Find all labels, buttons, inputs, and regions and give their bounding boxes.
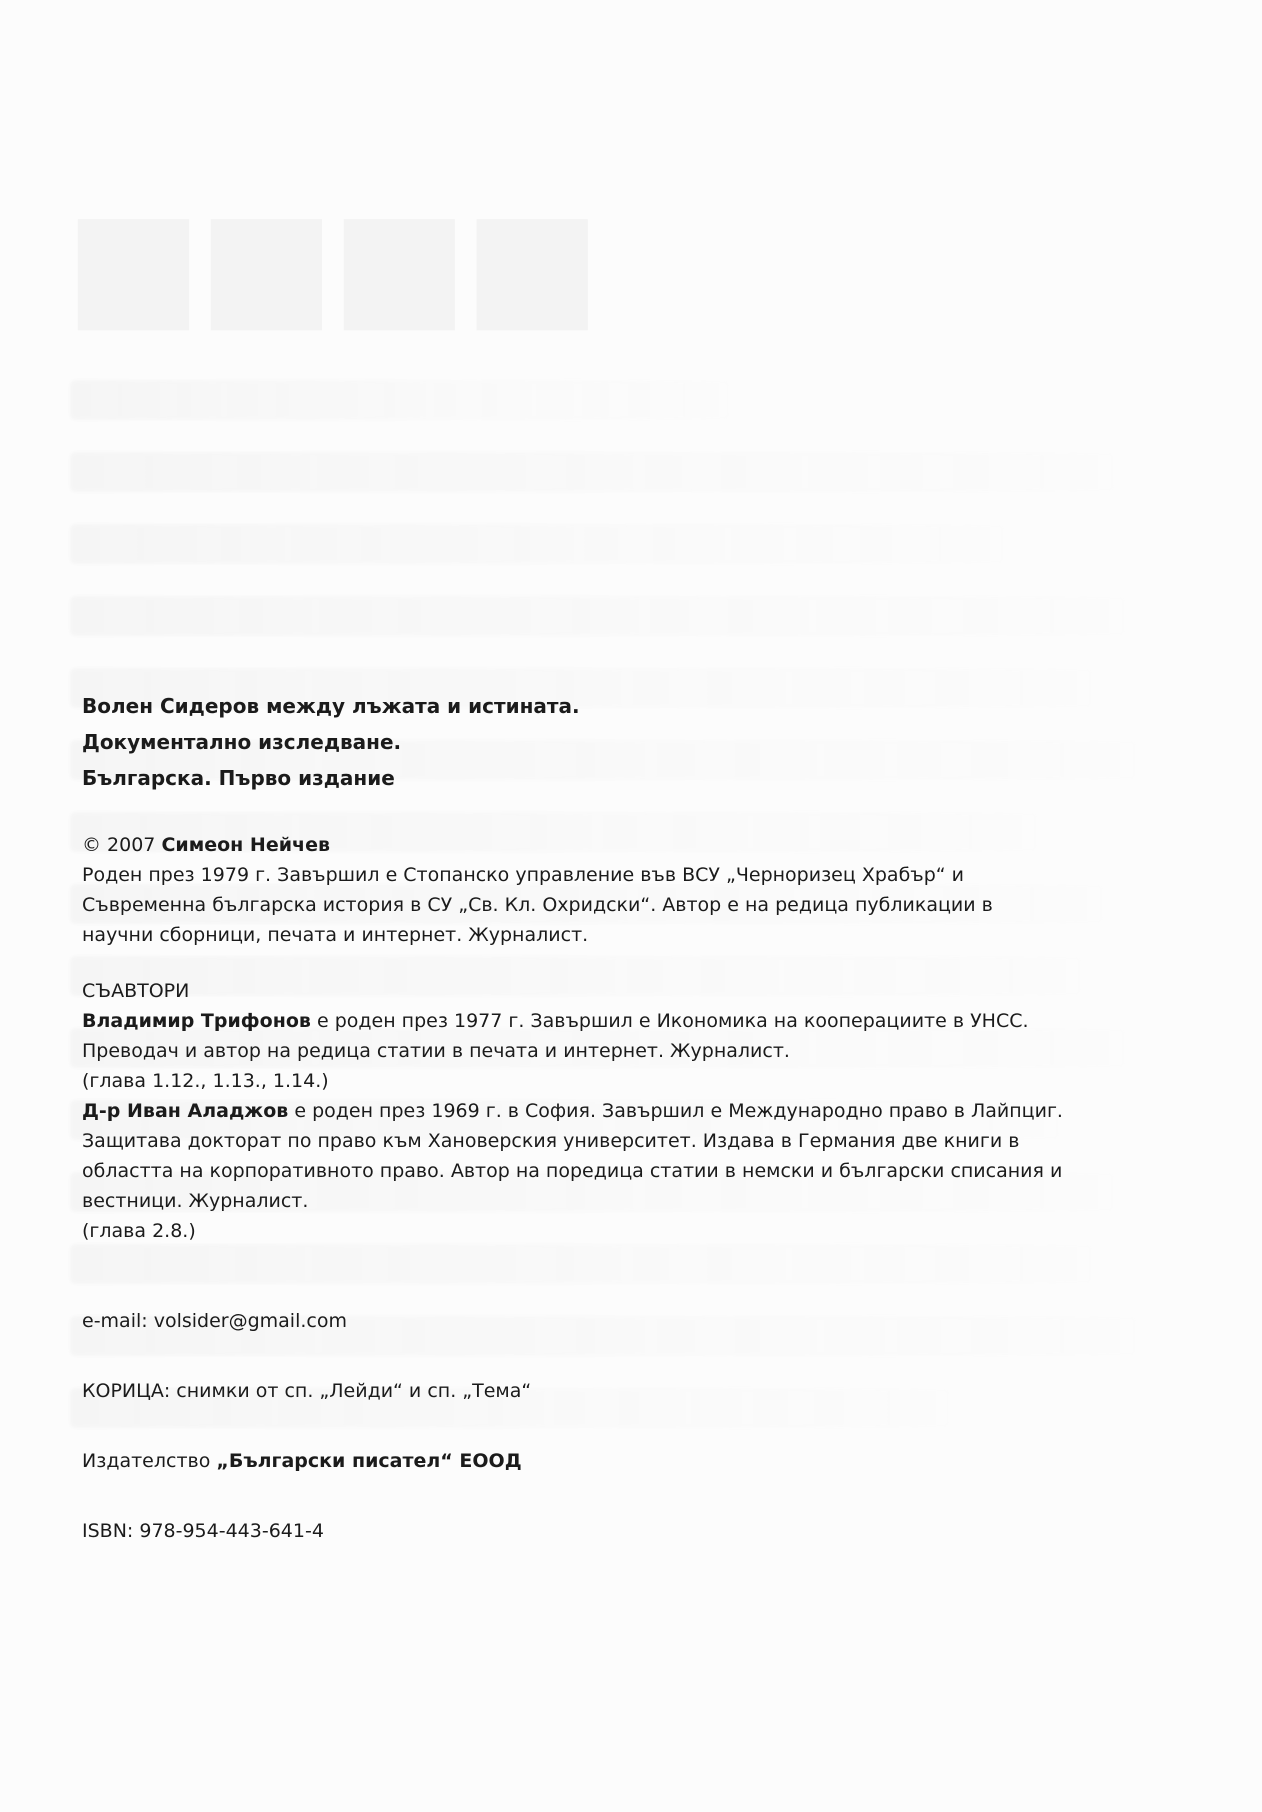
copyright-line — [82, 830, 1182, 860]
coauthor-1-bio-start: е роден през 1977 г. Завършил е Икономика на кооперациите в УНСС. — [310, 1010, 1029, 1032]
email-line: e-mail: volsider@gmail.com — [82, 1310, 347, 1332]
author-name: Симеон Нейчев — [161, 834, 330, 856]
coauthor-1-chapters: (глава 1.12., 1.13., 1.14.) — [82, 1070, 329, 1092]
publisher-prefix: Издателство — [82, 1450, 217, 1472]
book-title-line3: Българска. Първо издание — [82, 766, 395, 790]
author-bio-line1: Роден през 1979 г. Завършил е Стопанско управление във ВСУ „Черноризец Храбър“ и — [82, 864, 964, 886]
coauthor-2-bio-start: е роден през 1969 г. в София. Завършил е Международно право в Лайпциг. — [288, 1100, 1063, 1122]
cover-credits: КОРИЦА: снимки от сп. „Лейди“ и сп. „Тема“ — [82, 1380, 532, 1402]
coauthor-2-line1 — [82, 1096, 1182, 1126]
coauthor-2-chapters: (глава 2.8.) — [82, 1220, 196, 1242]
author-bio-line3: научни сборници, печата и интернет. Журналист. — [82, 924, 589, 946]
coauthor-1-line2: Преводач и автор на редица статии в печата и интернет. Журналист. — [82, 1040, 790, 1062]
publisher-line — [82, 1446, 1182, 1476]
publisher-name: „Български писател“ ЕООД — [216, 1450, 522, 1472]
author-bio-line2: Съвременна българска история в СУ „Св. Кл. Охридски“. Автор е на редица публикации в — [82, 894, 993, 916]
copyright-year: © 2007 — [82, 834, 156, 856]
coauthor-2-name: Д-р Иван Аладжов — [82, 1100, 289, 1122]
coauthor-1-line1 — [82, 1006, 1182, 1036]
coauthors-heading: СЪАВТОРИ — [82, 980, 190, 1002]
isbn-line: ISBN: 978-954-443-641-4 — [82, 1520, 324, 1542]
book-title-line2: Документално изследване. — [82, 730, 402, 754]
coauthor-2-line2: Защитава докторат по право към Хановерския университет. Издава в Германия две книги в — [82, 1130, 1020, 1152]
coauthor-2-line4: вестници. Журналист. — [82, 1190, 309, 1212]
book-title-line1: Волен Сидеров между лъжата и истината. — [82, 694, 580, 718]
bleed-through-title: ■■■■ — [70, 157, 602, 414]
coauthor-2-line3: областта на корпоративното право. Автор на поредица статии в немски и български списания и — [82, 1160, 1063, 1182]
coauthor-1-name: Владимир Трифонов — [82, 1010, 311, 1032]
imprint-content — [82, 688, 1182, 1546]
